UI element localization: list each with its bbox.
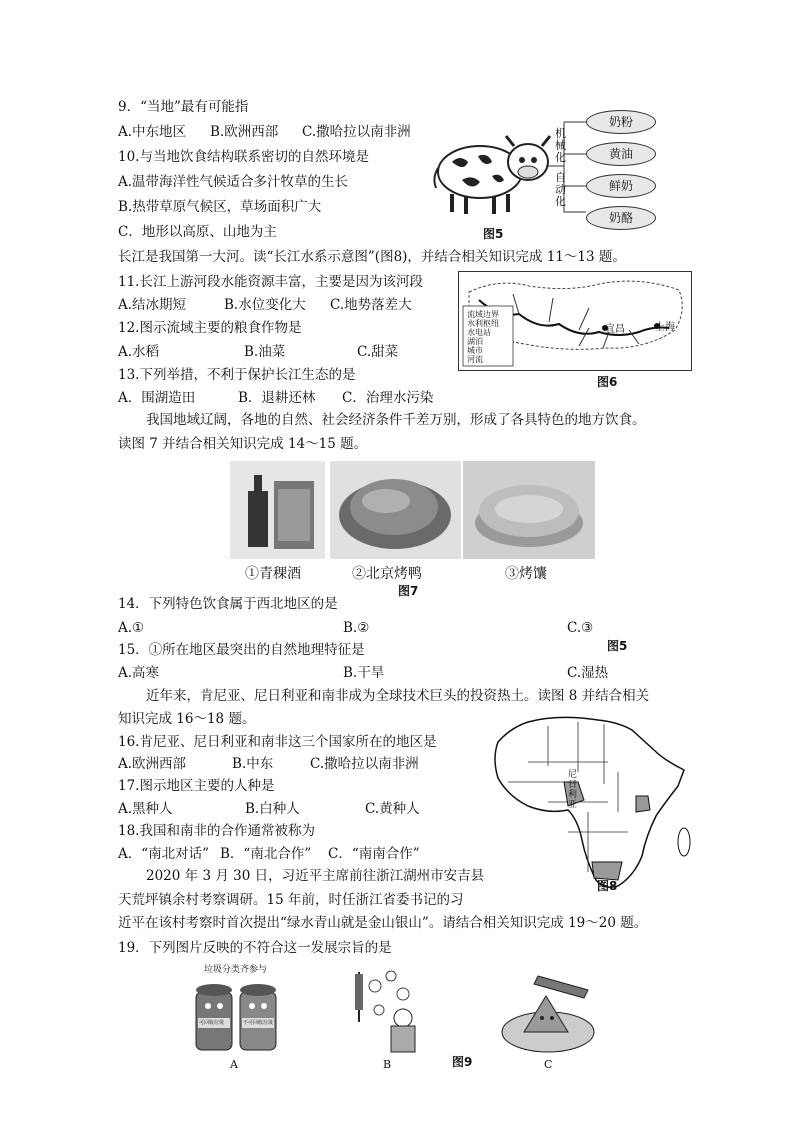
- q14-option-b: B.②: [343, 620, 370, 636]
- q18-option-c: C．“南南合作”: [328, 846, 420, 862]
- q17-option-b: B.白种人: [245, 801, 300, 817]
- q17-stem: 17.图示地区主要的人种是: [118, 778, 275, 794]
- product-fresh-milk: 鲜奶: [586, 174, 656, 198]
- figure-5: [432, 108, 672, 228]
- figure-9-label-b: B: [383, 1058, 392, 1071]
- figure-6-map: [458, 271, 692, 371]
- label-nigeria: 尼日利亚: [568, 770, 578, 810]
- q13-option-a: A．围湖造田: [118, 390, 196, 406]
- label-automation: 自动化: [555, 171, 566, 208]
- q10-stem: 10.与当地饮食结构联系密切的自然环境是: [118, 149, 369, 165]
- q15-stem: 15．①所在地区最突出的自然地理特征是: [118, 642, 365, 658]
- q16-option-b: B.中东: [232, 756, 274, 772]
- legend-city: 城市: [467, 346, 483, 355]
- q18-option-b: B．“南北合作”: [220, 846, 312, 862]
- cow-illustration: [432, 122, 552, 217]
- q17-option-c: C.黄种人: [365, 801, 420, 817]
- q12-stem: 12.图示流域主要的粮食作物是: [118, 320, 302, 336]
- q10-option-a: A.温带海洋性气候适合多汁牧草的生长: [118, 174, 349, 190]
- q13-option-b: B．退耕还林: [238, 390, 316, 406]
- q16-option-c: C.撒哈拉以南非洲: [310, 756, 419, 772]
- fig7-item-3: ③烤馕: [505, 566, 547, 582]
- figure-9-image-b: [345, 966, 425, 1056]
- city-shanghai: 上海: [655, 322, 675, 333]
- q19-stem: 19．下列图片反映的不符合这一发展宗旨的是: [118, 940, 392, 956]
- trash-bins-icon: [190, 974, 285, 1054]
- figure-6-caption: 图6: [597, 375, 618, 389]
- intro-16-18-line1: 近年来，肯尼亚、尼日利亚和南非成为全球技术巨头的投资热土。读图 8 并结合相关: [146, 688, 650, 704]
- q12-option-b: B.油菜: [244, 344, 286, 360]
- figure-9-image-c: [498, 968, 598, 1056]
- africa-outline: [488, 712, 708, 892]
- intro-19-20-line2: 天荒坪镇余村考察调研。15 年前，时任浙江省委书记的习: [118, 892, 464, 908]
- legend-river: 河流: [467, 355, 483, 364]
- firecracker-person-icon: [345, 966, 425, 1056]
- q12-option-c: C.甜菜: [357, 344, 399, 360]
- q9-option-c: C.撒哈拉以南非洲: [302, 124, 411, 140]
- label-mechanization: 机械化: [555, 127, 566, 164]
- q10-option-c: C．地形以高原、山地为主: [118, 224, 277, 240]
- figure-9-label-a: A: [230, 1058, 238, 1071]
- q16-option-a: A.欧洲西部: [118, 756, 187, 772]
- q15-option-b: B.干旱: [343, 665, 385, 681]
- fig7-item-1: ①青稞酒: [245, 566, 301, 582]
- figure-8-africa-map: [488, 712, 708, 892]
- q11-stem: 11.长江上游河段水能资源丰富，主要是因为该河段: [118, 274, 423, 290]
- figure-8-caption: 图8: [597, 879, 618, 893]
- q13-option-c: C．治理水污染: [342, 390, 434, 406]
- legend-boundary: 流域边界: [467, 310, 499, 319]
- q18-option-a: A．“南北对话”: [118, 846, 210, 862]
- product-milk-powder: 奶粉: [586, 110, 656, 134]
- photo-peking-duck: [330, 461, 461, 559]
- banner-sort-trash: 垃圾分类齐参与: [204, 965, 268, 975]
- q11-option-c: C.地势落差大: [330, 297, 412, 313]
- legend-lake: 湖泊: [467, 337, 483, 346]
- legend-hydropower: 水电站: [467, 328, 491, 337]
- mountain-cartoon-icon: [498, 968, 598, 1056]
- city-yichang: 宜昌: [605, 324, 625, 335]
- q12-option-a: A.水稻: [118, 344, 160, 360]
- q11-option-a: A.结冰期短: [118, 297, 187, 313]
- intro-14-15-line1: 我国地域辽阔，各地的自然、社会经济条件千差万别，形成了各具特色的地方饮食。: [146, 412, 646, 428]
- q11-option-b: B.水位变化大: [224, 297, 306, 313]
- q14-option-c: C.③: [567, 620, 594, 636]
- bin-recyclable: 可回收垃圾: [199, 1020, 225, 1026]
- q9-option-a: A.中东地区: [118, 124, 187, 140]
- q15-option-a: A.高寒: [118, 665, 160, 681]
- bin-non-recyclable: 不可回收垃圾: [243, 1020, 274, 1026]
- intro-14-15-line2: 读图 7 并结合相关知识完成 14～15 题。: [118, 436, 368, 452]
- figure-9-caption: 图9: [452, 1055, 473, 1069]
- q9-option-b: B.欧洲西部: [210, 124, 279, 140]
- q9-stem: 9．“当地”最有可能指: [118, 99, 249, 115]
- intro-19-20-line1: 2020 年 3 月 30 日，习近平主席前往浙江湖州市安吉县: [146, 868, 485, 884]
- barley-wine-bottle-icon: [230, 461, 325, 559]
- q14-stem: 14．下列特色饮食属于西北地区的是: [118, 596, 338, 612]
- q17-option-a: A.黑种人: [118, 801, 173, 817]
- q16-stem: 16.肯尼亚、尼日利亚和南非这三个国家所在的地区是: [118, 734, 437, 750]
- roast-duck-icon: [330, 461, 461, 559]
- product-butter: 黄油: [586, 142, 656, 166]
- q14-option-a: A.①: [118, 620, 145, 636]
- intro-11-13: 长江是我国第一大河。读“长江水系示意图”(图8)，并结合相关知识完成 11～13 题。: [118, 249, 626, 265]
- q13-stem: 13.下列举措，不利于保护长江生态的是: [118, 367, 356, 383]
- q15-option-c: C.湿热: [567, 665, 609, 681]
- photo-nang-bread: [463, 461, 595, 559]
- figure-5-caption: 图5: [483, 227, 504, 241]
- legend-hub: 水利枢纽: [467, 319, 499, 328]
- q10-option-b: B.热带草原气候区，草场面积广大: [118, 199, 322, 215]
- intro-19-20-line3: 近平在该村考察时首次提出“绿水青山就是金山银山”。请结合相关知识完成 19～20 题。: [118, 915, 648, 931]
- fig7-item-2: ②北京烤鸭: [352, 566, 422, 582]
- product-cheese: 奶酪: [586, 206, 656, 230]
- photo-highland-barley-wine: [230, 461, 325, 559]
- intro-16-18-line2: 知识完成 16～18 题。: [118, 711, 256, 727]
- figure-7-caption: 图7: [398, 584, 419, 598]
- figure-9-image-a: [190, 962, 285, 1054]
- figure-9-label-c: C: [544, 1058, 553, 1071]
- q18-stem: 18.我国和南非的合作通常被称为: [118, 823, 315, 839]
- figure-5-repeat-caption: 图5: [607, 639, 628, 653]
- nang-bread-icon: [463, 461, 595, 559]
